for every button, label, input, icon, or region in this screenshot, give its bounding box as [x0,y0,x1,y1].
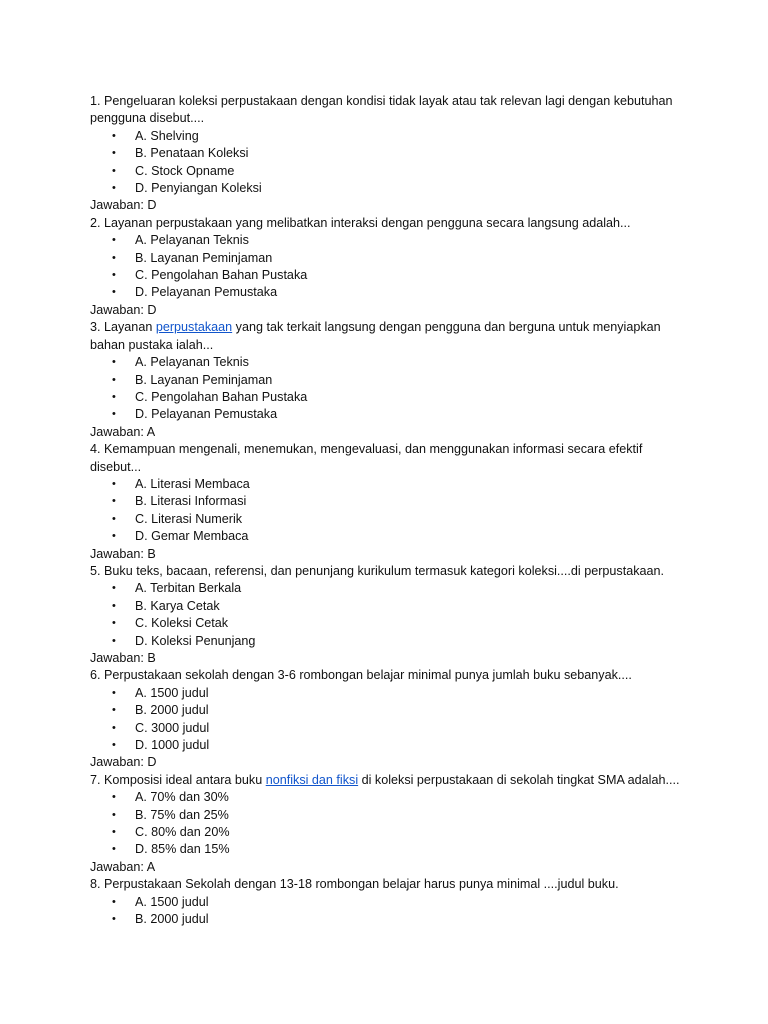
option-item [90,180,690,197]
bullet-icon: • [112,704,116,717]
option-label: B. Layanan Peminjaman [135,250,273,265]
bullet-icon: • [112,164,116,177]
option-item [90,824,690,841]
answer-text: Jawaban: B [90,651,156,665]
option-label: A. 70% dan 30% [135,790,229,805]
question-block [90,215,690,319]
option-item [90,633,690,650]
option-item [90,372,690,389]
bullet-icon: • [112,826,116,839]
option-label: C. Pengolahan Bahan Pustaka [135,268,308,283]
option-label: B. Karya Cetak [135,598,220,613]
option-item [90,354,690,371]
question-text-segment: 5. Buku teks, bacaan, referensi, dan penunjang kurikulum termasuk kategori koleksi....di perpustakaan. [90,563,665,578]
question-block [90,563,690,667]
option-item [90,128,690,145]
option-item [90,163,690,180]
option-list [90,894,690,929]
option-label: D. Pelayanan Pemustaka [135,407,278,422]
option-label: A. Literasi Membaca [135,476,250,491]
option-list [90,685,690,755]
bullet-icon: • [112,843,116,856]
answer-text: Jawaban: D [90,198,157,213]
option-label: D. Koleksi Penunjang [135,633,256,648]
option-label: C. Pengolahan Bahan Pustaka [135,389,308,404]
question-text [90,563,690,580]
option-label: A. Pelayanan Teknis [135,355,249,370]
option-item [90,807,690,824]
option-label: D. Gemar Membaca [135,529,249,544]
answer-text: Jawaban: D [90,755,157,770]
option-item [90,528,690,545]
bullet-icon: • [112,477,116,490]
bullet-icon: • [112,634,116,647]
option-label: D. Pelayanan Pemustaka [135,285,278,300]
option-item [90,789,690,806]
question-block [90,93,690,215]
option-item [90,511,690,528]
question-text-segment: 4. Kemampuan mengenali, menemukan, mengevaluasi, dan menggunakan informasi secara efektif disebut... [90,442,643,474]
bullet-icon: • [112,356,116,369]
option-item [90,737,690,754]
bullet-icon: • [112,686,116,699]
option-item [90,476,690,493]
option-label: A. 1500 judul [135,685,209,700]
option-item [90,598,690,615]
option-item [90,145,690,162]
document-body [90,93,690,929]
bullet-icon: • [112,234,116,247]
bullet-icon: • [112,721,116,734]
question-text-segment: 1. Pengeluaran koleksi perpustakaan dengan kondisi tidak layak atau tak relevan lagi dengan kebutuhan pengguna disebut.... [90,94,673,126]
question-text-segment: 3. Layanan [90,320,156,335]
bullet-icon: • [112,286,116,299]
option-list [90,232,690,302]
bullet-icon: • [112,129,116,142]
question-text [90,215,690,232]
option-label: D. 85% dan 15% [135,842,230,857]
bullet-icon: • [112,147,116,160]
bullet-icon: • [112,895,116,908]
option-label: C. 80% dan 20% [135,825,230,840]
option-label: B. 75% dan 25% [135,807,229,822]
bullet-icon: • [112,373,116,386]
bullet-icon: • [112,390,116,403]
option-item [90,685,690,702]
question-block [90,772,690,876]
option-item [90,284,690,301]
option-label: B. Layanan Peminjaman [135,372,273,387]
bullet-icon: • [112,582,116,595]
option-label: B. 2000 judul [135,703,209,718]
question-text [90,319,690,354]
question-block [90,667,690,771]
option-item [90,389,690,406]
question-block [90,876,690,928]
question-text-segment: 2. Layanan perpustakaan yang melibatkan interaksi dengan pengguna secara langsung adalah... [90,215,631,230]
question-text [90,441,690,476]
option-label: A. Terbitan Berkala [135,581,242,596]
option-label: B. Literasi Informasi [135,494,247,509]
bullet-icon: • [112,599,116,612]
question-text-segment: 6. Perpustakaan sekolah dengan 3-6 rombongan belajar minimal punya jumlah buku sebanyak.... [90,668,632,683]
bullet-icon: • [112,791,116,804]
bullet-icon: • [112,512,116,525]
bullet-icon: • [112,617,116,630]
option-item [90,250,690,267]
question-text-segment: yang tak terkait langsung dengan pengguna dan berguna untuk menyiapkan bahan pustaka ialah... [90,320,661,352]
option-item [90,841,690,858]
option-item [90,406,690,423]
option-item [90,580,690,597]
question-text [90,667,690,684]
bullet-icon: • [112,913,116,926]
question-text [90,93,690,128]
option-label: A. Pelayanan Teknis [135,233,249,248]
hyperlink[interactable]: perpustakaan [155,320,233,335]
option-list [90,580,690,650]
option-list [90,789,690,859]
hyperlink[interactable]: nonfiksi dan fiksi [265,772,359,787]
question-text-segment: 8. Perpustakaan Sekolah dengan 13-18 rombongan belajar harus punya minimal ....judul buku. [90,877,619,892]
option-label: C. Stock Opname [135,163,235,178]
answer-text: Jawaban: D [90,302,157,317]
option-label: C. Literasi Numerik [135,511,243,526]
bullet-icon: • [112,530,116,543]
option-list [90,476,690,546]
bullet-icon: • [112,808,116,821]
option-item [90,911,690,928]
option-label: A. 1500 judul [135,894,209,909]
option-label: C. Koleksi Cetak [135,616,229,631]
question-block [90,441,690,563]
question-text-segment: 7. Komposisi ideal antara buku [90,772,266,787]
option-label: D. 1000 judul [135,738,210,753]
option-label: B. 2000 judul [135,912,209,927]
question-text-segment: di koleksi perpustakaan di sekolah tingkat SMA adalah.... [358,772,680,787]
bullet-icon: • [112,182,116,195]
bullet-icon: • [112,739,116,752]
question-text [90,876,690,893]
option-label: B. Penataan Koleksi [135,146,249,161]
option-list [90,128,690,198]
option-label: A. Shelving [135,128,199,143]
answer-text: Jawaban: A [90,859,156,874]
question-block [90,319,690,441]
option-item [90,493,690,510]
option-item [90,267,690,284]
bullet-icon: • [112,408,116,421]
bullet-icon: • [112,269,116,282]
option-label: C. 3000 judul [135,720,210,735]
bullet-icon: • [112,251,116,264]
option-item [90,232,690,249]
answer-text: Jawaban: A [90,424,156,439]
option-item [90,894,690,911]
option-list [90,354,690,424]
bullet-icon: • [112,495,116,508]
option-item [90,720,690,737]
option-label: D. Penyiangan Koleksi [135,181,262,196]
question-text [90,772,690,789]
option-item [90,702,690,719]
option-item [90,615,690,632]
answer-text: Jawaban: B [90,546,156,561]
